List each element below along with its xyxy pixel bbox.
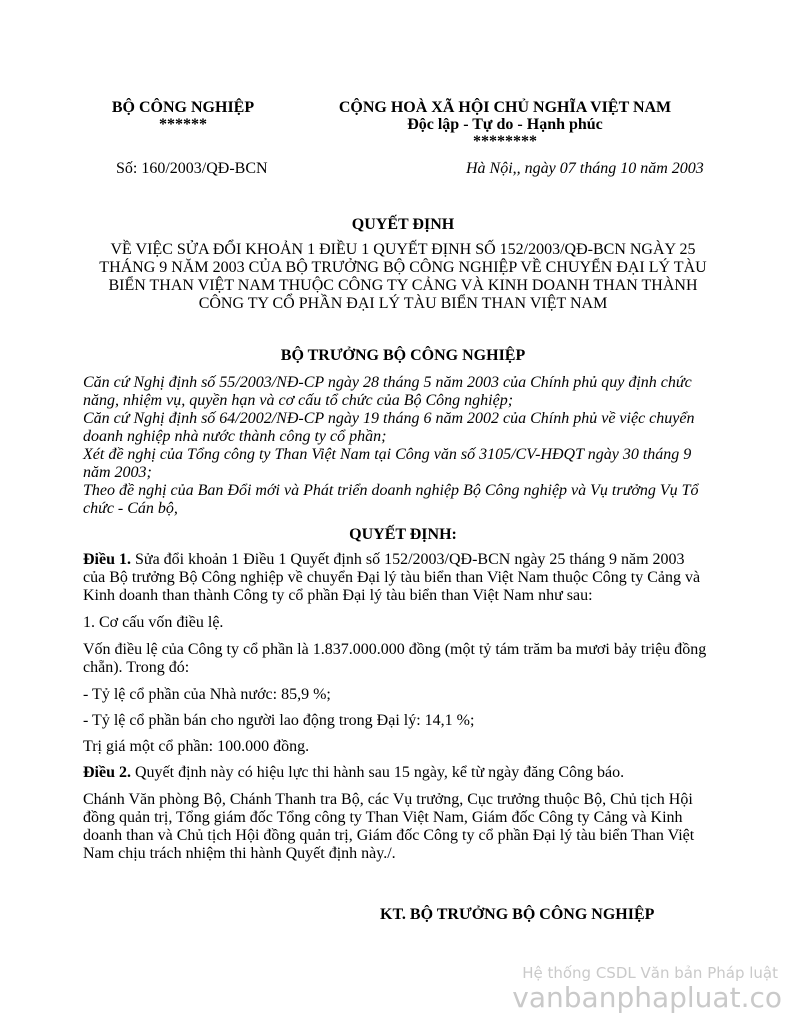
article-2-text: Quyết định này có hiệu lực thi hành sau 15 ngày, kể từ ngày đăng Công báo. bbox=[131, 764, 625, 781]
place-date: Hà Nội,, ngày 07 tháng 10 năm 2003 bbox=[466, 160, 704, 177]
article-1-text: Kinh doanh than thành Công ty cổ phần Đại lý tàu biển than Việt Nam như sau: bbox=[83, 587, 593, 604]
preamble-line: doanh nghiệp nhà nước thành công ty cổ phần; bbox=[83, 428, 387, 445]
implementation-line: Nam chịu trách nhiệm thi hành Quyết định này./. bbox=[83, 845, 396, 862]
article-2-label: Điều 2. bbox=[83, 764, 131, 781]
preamble-line: Theo đề nghị của Ban Đổi mới và Phát triển doanh nghiệp Bộ Công nghiệp và Vụ trưởng Vụ Tổ bbox=[83, 482, 699, 499]
document-number: Số: 160/2003/QĐ-BCN bbox=[116, 160, 268, 177]
implementation-clause bbox=[83, 791, 723, 863]
ministry-name: BỘ CÔNG NGHIỆP bbox=[111, 99, 255, 116]
document-subject bbox=[83, 241, 723, 313]
authority-heading: BỘ TRƯỞNG BỘ CÔNG NGHIỆP bbox=[280, 347, 526, 364]
signature-block: KT. BỘ TRƯỞNG BỘ CÔNG NGHIỆP bbox=[380, 906, 655, 923]
article-2 bbox=[83, 764, 723, 782]
subject-line: THÁNG 9 NĂM 2003 CỦA BỘ TRƯỞNG BỘ CÔNG NGHIỆP VỀ CHUYỂN ĐẠI LÝ TÀU bbox=[99, 259, 707, 276]
subject-line: CÔNG TY CỔ PHẦN ĐẠI LÝ TÀU BIỂN THAN VIỆT NAM bbox=[198, 295, 608, 312]
preamble-line: năng, nhiệm vụ, quyền hạn và cơ cấu tổ chức của Bộ Công nghiệp; bbox=[83, 392, 514, 409]
preamble-line: Xét đề nghị của Tổng công ty Than Việt Nam tại Công văn số 3105/CV-HĐQT ngày 30 tháng 9 bbox=[83, 446, 692, 463]
implementation-line: Chánh Văn phòng Bộ, Chánh Thanh tra Bộ, các Vụ trưởng, Cục trưởng thuộc Bộ, Chủ tịch Hội bbox=[83, 791, 693, 808]
capital-heading: 1. Cơ cấu vốn điều lệ. bbox=[83, 614, 224, 631]
share-value: Trị giá một cổ phần: 100.000 đồng. bbox=[83, 738, 310, 755]
watermark-line-2: vanbanphapluat.co bbox=[512, 981, 782, 1014]
charter-capital bbox=[83, 641, 723, 677]
preamble-line: năm 2003; bbox=[83, 464, 152, 481]
article-1-label: Điều 1. bbox=[83, 551, 131, 568]
preamble bbox=[83, 374, 723, 518]
article-1 bbox=[83, 551, 723, 605]
implementation-line: doanh than và Chủ tịch Hội đồng quản trị, Giám đốc Công ty cổ phần Đại lý tàu biển Than Việt bbox=[83, 827, 695, 844]
subject-line: VỀ VIỆC SỬA ĐỔI KHOẢN 1 ĐIỀU 1 QUYẾT ĐỊNH SỐ 152/2003/QĐ-BCN NGÀY 25 bbox=[110, 241, 696, 258]
subject-line: BIỂN THAN VIỆT NAM THUỘC CÔNG TY CẢNG VÀ KINH DOANH THAN THÀNH bbox=[108, 277, 698, 294]
decision-heading: QUYẾT ĐỊNH: bbox=[349, 526, 457, 543]
state-share: - Tỷ lệ cổ phần của Nhà nước: 85,9 %; bbox=[83, 686, 331, 703]
watermark-line-1: Hệ thống CSDL Văn bản Pháp luật bbox=[522, 964, 778, 982]
motto: Độc lập - Tự do - Hạnh phúc bbox=[407, 116, 603, 133]
motto-stars: ******** bbox=[473, 133, 537, 150]
charter-capital-line: Vốn điều lệ của Công ty cổ phần là 1.837.000.000 đồng (một tỷ tám trăm ba mươi bảy triệu đồng bbox=[83, 641, 707, 658]
document-title: QUYẾT ĐỊNH bbox=[351, 216, 455, 233]
charter-capital-line: chẵn). Trong đó: bbox=[83, 659, 190, 676]
preamble-line: Căn cứ Nghị định số 64/2002/NĐ-CP ngày 19 tháng 6 năm 2002 của Chính phủ về việc chuyển bbox=[83, 410, 695, 427]
employee-share: - Tỷ lệ cổ phần bán cho người lao động trong Đại lý: 14,1 %; bbox=[83, 712, 475, 729]
ministry-stars: ****** bbox=[159, 116, 207, 133]
article-1-text: Sửa đổi khoản 1 Điều 1 Quyết định số 152/2003/QĐ-BCN ngày 25 tháng 9 năm 2003 bbox=[131, 551, 685, 568]
implementation-line: đồng quản trị, Tổng giám đốc Tổng công ty Than Việt Nam, Giám đốc Công ty Cảng và Kinh bbox=[83, 809, 683, 826]
article-1-text: của Bộ trưởng Bộ Công nghiệp về chuyển Đại lý tàu biển than Việt Nam thuộc Công ty Cảng và bbox=[83, 569, 701, 586]
preamble-line: chức - Cán bộ, bbox=[83, 500, 178, 517]
preamble-line: Căn cứ Nghị định số 55/2003/NĐ-CP ngày 28 tháng 5 năm 2003 của Chính phủ quy định chức bbox=[83, 374, 692, 391]
nation-title: CỘNG HOÀ XÃ HỘI CHỦ NGHĨA VIỆT NAM bbox=[338, 99, 672, 116]
